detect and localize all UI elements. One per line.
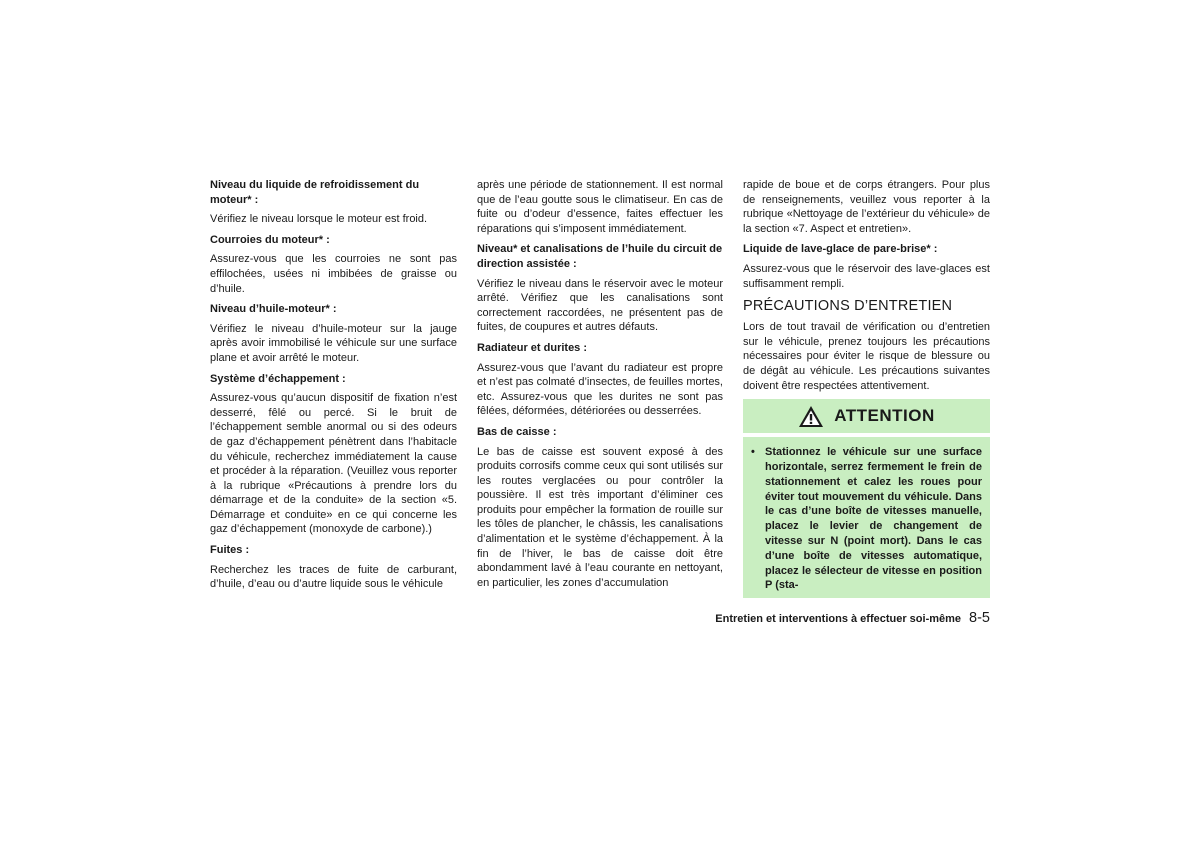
attention-title: ATTENTION (834, 405, 935, 425)
paragraph-underbody: Le bas de caisse est souvent exposé à des produits corrosifs comme ceux qui sont utilisés sur les routes verglacées ou pour contrôler la poussière. Il est très important d’éliminer ces produits pour empêcher la formation de rouille sur les tôles de plancher, le châssis, les canalisations d’alimentation et le système d’échappement. À la fin de l’hiver, le bas de caisse doit être abondamment lavé à l’eau courante en nettoyant, en particulier, les zones d’accumulation (477, 445, 723, 589)
column-middle (477, 178, 723, 596)
attention-banner (743, 399, 990, 433)
paragraph-leaks: Recherchez les traces de fuite de carburant, d’huile, d’eau ou d’autre liquide sous le véhicule (210, 563, 457, 591)
paragraph-coolant-level: Vérifiez le niveau lorsque le moteur est froid. (210, 213, 428, 226)
warning-triangle-icon (798, 405, 824, 428)
section-title-maintenance-precautions: PRÉCAUTIONS D’ENTRETIEN (743, 298, 953, 315)
heading-power-steering: Niveau* et canalisations de l’huile du circuit de direction assistée : (477, 243, 723, 270)
heading-coolant-level: Niveau du liquide de refroidissement du moteur* : (210, 179, 420, 206)
heading-engine-belts: Courroies du moteur* : (210, 233, 330, 246)
paragraph-power-steering: Vérifiez le niveau dans le réservoir avec le moteur arrêté. Vérifiez que les canalisations sont correctement raccordées, ne présentent pas de fuites, de coupures et autres défauts. (477, 277, 723, 334)
column-right (743, 178, 990, 598)
paragraph-radiator-hoses: Assurez-vous que l’avant du radiateur est propre et n’est pas colmaté d’insectes, de feuilles mortes, etc. Assurez-vous que les durites ne sont pas fêlées, déformées, détériorées ou desserrées. (477, 361, 723, 418)
heading-radiator-hoses: Radiateur et durites : (477, 341, 588, 354)
paragraph-exhaust-system: Assurez-vous qu’aucun dispositif de fixation n’est desserré, fêlé ou percé. Si le bruit de l’échappement semble anormal ou si des odeurs de gaz d’échappement pénètrent dans l’habitacle du véhicule, recherchez immédiatement la cause et procéder à la réparation. (Veuillez vous reporter à la rubrique «Précautions à prendre lors du démarrage et de la conduite» de la section «5. Démarrage et conduite» en ce qui concerne les gaz d’échappement (monoxyde de carbone).) (210, 392, 457, 536)
attention-box (743, 437, 990, 598)
attention-bullet-text: Stationnez le véhicule sur une surface horizontale, serrez fermement le frein de stationnement et calez les roues pour éviter tout mouvement du véhicule. Dans le cas d’une boîte de vitesses manuelle, placez le levier de changement de vitesse sur N (point mort). Dans le cas d’une boîte de vitesses automatique, placez le sélecteur de vitesse en position P (sta- (765, 446, 982, 592)
paragraph-leaks-continued: après une période de stationnement. Il est normal que de l’eau goutte sous le climatiseur. En cas de fuite ou d’odeur d’essence, faites effectuer les réparations qui s’imposent immédiatement. (477, 179, 723, 235)
heading-leaks: Fuites : (210, 544, 250, 557)
paragraph-engine-oil-level: Vérifiez le niveau d’huile-moteur sur la jauge après avoir immobilisé le véhicule sur une surface plane et avoir arrêté le moteur. (210, 322, 457, 364)
paragraph-maintenance-precautions: Lors de tout travail de vérification ou d’entretien sur le véhicule, prenez toujours les précautions nécessaires pour éviter le risque de blessure ou de dégât au véhicule. Les précautions suivantes doivent être respectées attentivement. (743, 321, 990, 392)
column-left (210, 178, 457, 598)
heading-exhaust-system: Système d’échappement : (210, 372, 346, 385)
paragraph-washer-fluid: Assurez-vous que le réservoir des lave-glaces est suffisamment rempli. (743, 262, 990, 290)
footer-chapter-title: Entretien et interventions à effectuer soi-même (715, 613, 962, 625)
heading-underbody: Bas de caisse : (477, 425, 557, 438)
attention-bullet-item (751, 445, 982, 593)
heading-engine-oil-level: Niveau d’huile-moteur* : (210, 303, 337, 316)
page-footer (700, 610, 990, 626)
heading-washer-fluid: Liquide de lave-glace de pare-brise* : (743, 243, 938, 256)
paragraph-engine-belts: Assurez-vous que les courroies ne sont pas effilochées, usées ni imbibées de graisse ou d’huile. (210, 253, 457, 295)
bullet-dot-icon: • (751, 446, 755, 459)
page-number: 8-5 (969, 610, 990, 626)
paragraph-underbody-continued: rapide de boue et de corps étrangers. Pour plus de renseignements, veuillez vous reporter à la rubrique «Nettoyage de l’extérieur du véhicule» de la section «7. Aspect et entretien». (743, 179, 990, 235)
